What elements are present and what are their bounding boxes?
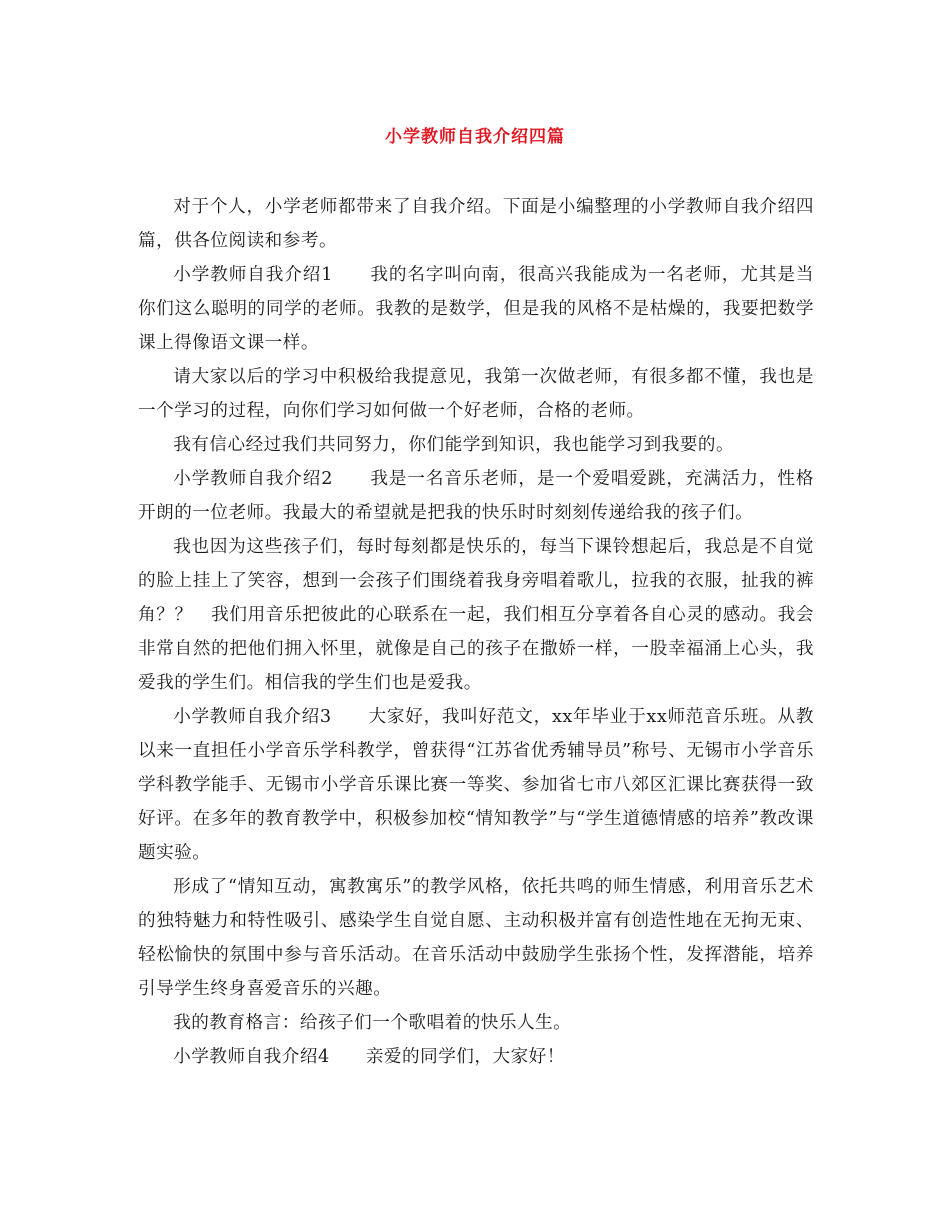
document-title: 小学教师自我介绍四篇 xyxy=(385,127,565,147)
paragraph-intro-3: 小学教师自我介绍3 大家好，我叫好范文，xx年毕业于xx师范音乐班。从教以来一直担任小学音乐学科教学，曾获得“江苏省优秀辅导员”称号、无锡市小学音乐学科教学能手、无锡市小学音乐课比赛一等奖、参加省七市八郊区汇课比赛获得一致好评。在多年的教育教学中，积极参加校“情知教学”与“学生道德情感的培养”教改课题实验。 xyxy=(138,707,814,863)
paragraph-intro-1: 小学教师自我介绍1 我的名字叫向南，很高兴我能成为一名老师，尤其是当你们这么聪明的同学的老师。我教的是数学，但是我的风格不是枯燥的，我要把数学课上得像语文课一样。 xyxy=(138,265,814,353)
paragraph-1-suggestions: 请大家以后的学习中积极给我提意见，我第一次做老师，有很多都不懂，我也是一个学习的过程，向你们学习如何做一个好老师，合格的老师。 xyxy=(138,367,814,421)
intro-paragraph: 对于个人，小学老师都带来了自我介绍。下面是小编整理的小学教师自我介绍四篇，供各位阅读和参考。 xyxy=(138,197,814,251)
paragraph-3-motto: 我的教育格言：给孩子们一个歌唱着的快乐人生。 xyxy=(173,1013,572,1033)
paragraph-intro-4: 小学教师自我介绍4 亲爱的同学们，大家好！ xyxy=(173,1047,565,1067)
paragraph-3-style: 形成了“情知互动，寓教寓乐”的教学风格，依托共鸣的师生情感，利用音乐艺术的独特魅力和特性吸引、感染学生自觉自愿、主动积极并富有创造性地在无拘无束、轻松愉快的氛围中参与音乐活动。在音乐活动中鼓励学生张扬个性，发挥潜能，培养引导学生终身喜爱音乐的兴趣。 xyxy=(138,877,814,999)
document-body xyxy=(138,190,814,1074)
paragraph-2-children: 我也因为这些孩子们，每时每刻都是快乐的，每当下课铃想起后，我总是不自觉的脸上挂上了笑容，想到一会孩子们围绕着我身旁唱着歌儿，拉我的衣服，扯我的裤角？？ 我们用音乐把彼此的心联系在一起，我们相互分享着各自心灵的感动。我会非常自然的把他们拥入怀里，就像是自己的孩子在撒娇一样，一股幸福涌上心头，我爱我的学生们。相信我的学生们也是爱我。 xyxy=(138,537,814,693)
paragraph-1-confidence: 我有信心经过我们共同努力，你们能学到知识，我也能学习到我要的。 xyxy=(173,435,735,455)
paragraph-intro-2: 小学教师自我介绍2 我是一名音乐老师，是一个爱唱爱跳，充满活力，性格开朗的一位老师。我最大的希望就是把我的快乐时时刻刻传递给我的孩子们。 xyxy=(138,469,814,523)
